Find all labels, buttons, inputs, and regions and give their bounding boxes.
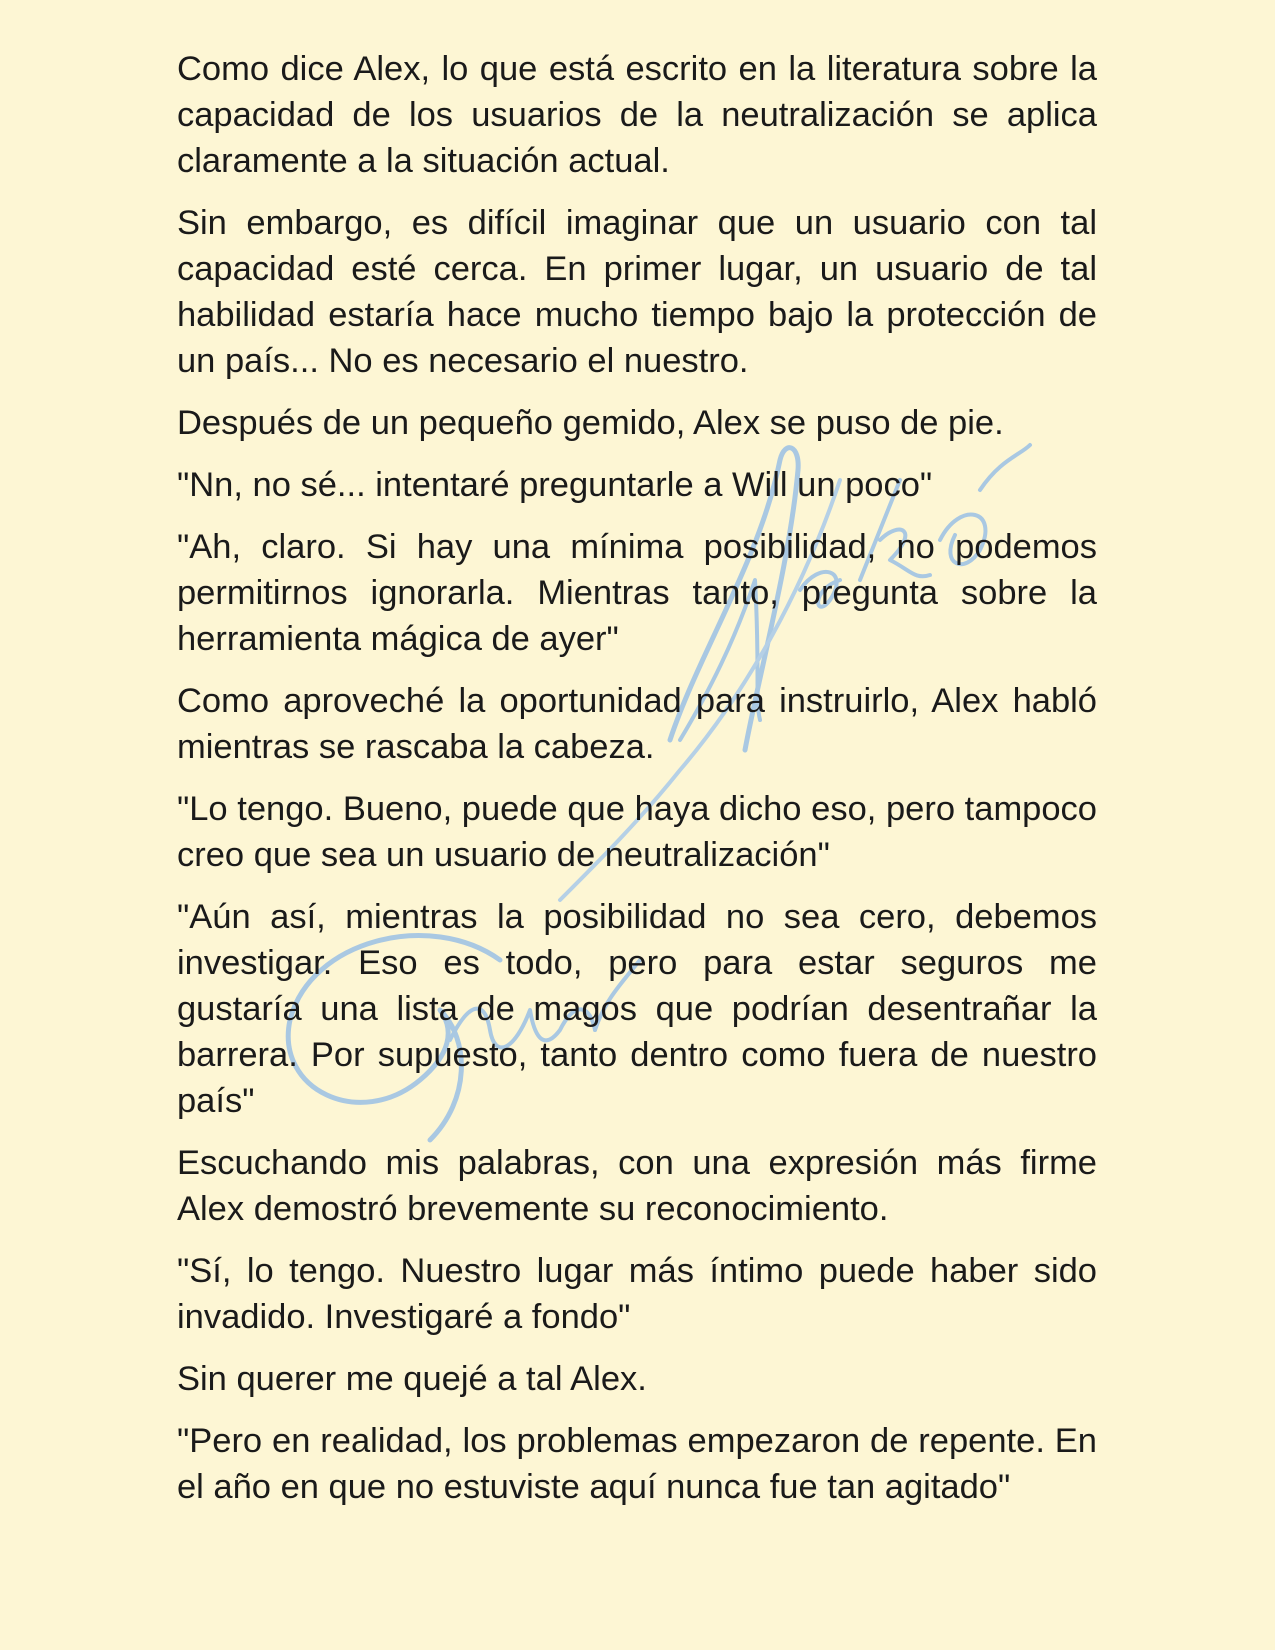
- paragraph: Como dice Alex, lo que está escrito en la literatura sobre la capacidad de los usuarios de la neutralización se aplica claramente a la situación actual.: [177, 50, 1097, 180]
- paragraph: "Ah, claro. Si hay una mínima posibilidad, no podemos permitirnos ignorarla. Mientras tanto, pregunta sobre la herramienta mágica de ayer": [177, 528, 1097, 658]
- paragraph: "Nn, no sé... intentaré preguntarle a Will un poco": [177, 466, 933, 504]
- paragraph: Escuchando mis palabras, con una expresión más firme Alex demostró brevemente su reconocimiento.: [177, 1144, 1097, 1228]
- paragraph: Después de un pequeño gemido, Alex se puso de pie.: [177, 404, 1004, 442]
- paragraph: Como aproveché la oportunidad para instruirlo, Alex habló mientras se rascaba la cabeza.: [177, 682, 1097, 766]
- paragraph: Sin embargo, es difícil imaginar que un usuario con tal capacidad esté cerca. En primer lugar, un usuario de tal habilidad estaría hace mucho tiempo bajo la protección de un país... No es necesario el nuestro.: [177, 204, 1097, 380]
- paragraph: "Sí, lo tengo. Nuestro lugar más íntimo puede haber sido invadido. Investigaré a fondo": [177, 1252, 1097, 1336]
- body-text: [177, 46, 1097, 1526]
- paragraph: "Lo tengo. Bueno, puede que haya dicho eso, pero tampoco creo que sea un usuario de neutralización": [177, 790, 1097, 874]
- paragraph: Sin querer me quejé a tal Alex.: [177, 1360, 647, 1398]
- paragraph: "Aún así, mientras la posibilidad no sea cero, debemos investigar. Eso es todo, pero para estar seguros me gustaría una lista de magos que podrían desentrañar la barrera. Por supuesto, tanto dentro como fuera de nuestro país": [177, 898, 1097, 1120]
- paragraph: "Pero en realidad, los problemas empezaron de repente. En el año en que no estuviste aquí nunca fue tan agitado": [177, 1422, 1097, 1506]
